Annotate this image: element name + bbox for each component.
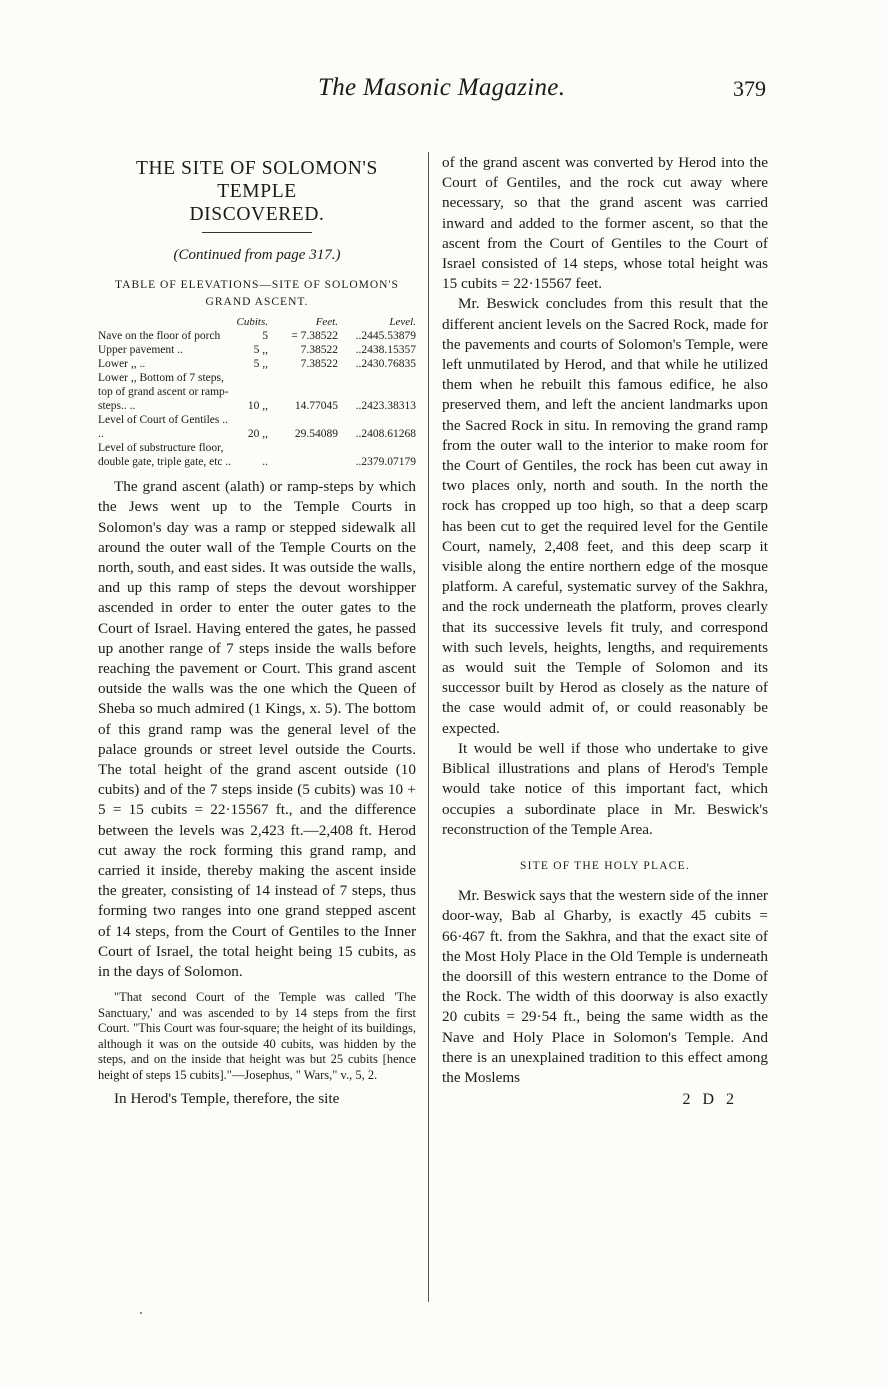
row-label: Nave on the floor of porch	[98, 330, 221, 343]
row-label: Lower ,, Bottom of 7 steps, top of grand ascent or ramp-steps.. ..	[98, 372, 229, 413]
page-header	[96, 74, 776, 108]
row-level: ..2430.76835	[355, 358, 416, 371]
running-title: The Masonic Magazine.	[318, 74, 566, 101]
left-column	[98, 153, 416, 1109]
header-cubits: Cubits.	[236, 316, 268, 329]
row-cubits: 20 ,,	[247, 428, 268, 441]
body-paragraph: It would be well if those who undertake to give Biblical illustrations and plans of Herod's Temple would take notice of this important fact, which occupies a subordinate place in Mr. Beswick's reconstruction of the Temple Area.	[442, 739, 768, 838]
continued-note: (Continued from page 317.)	[173, 247, 341, 263]
table-caption-line1: TABLE OF ELEVATIONS—SITE OF SOLOMON'S	[115, 279, 399, 292]
body-paragraph: Mr. Beswick says that the western side of the inner door-way, Bab al Gharby, is exactly 45 cubits = 66·467 ft. from the Sakhra, and that the exact site of the Most Holy Place in the Old Temple is underneath the doorsill of this western entrance to the Dome of the Rock. The width of this doorway is also exactly 20 cubits = 29·54 ft., being the same width as the Nave and Holy Place in Solomon's Temple. And there is an unexplained tradition to this effect among the Moslems	[442, 887, 768, 1086]
josephus-quote: "That second Court of the Temple was called 'The Sanctuary,' and was ascended to by 14 steps from the first Court. "This Court was four-square; the height of its buildings, although it was on the outside 40 cubits, was hidden by the steps, and on the inside that height was but 25 cubits [hence height of steps 15 cubits]."—Josephus, " Wars," v., 5, 2.	[98, 990, 416, 1082]
row-cubits: 10 ,,	[247, 400, 268, 413]
table-row	[98, 357, 416, 371]
table-row	[98, 441, 416, 469]
table-row	[98, 413, 416, 441]
elevations-table	[98, 315, 416, 469]
row-label: Upper pavement ..	[98, 344, 183, 357]
header-level: Level.	[389, 316, 416, 329]
body-paragraph: In Herod's Temple, therefore, the site	[114, 1090, 340, 1108]
row-level: ..2408.61268	[355, 428, 416, 441]
row-feet	[268, 441, 338, 469]
article-title	[98, 157, 416, 226]
row-cubits: 5 ,,	[253, 358, 268, 371]
section-heading: SITE OF THE HOLY PLACE.	[520, 859, 690, 872]
title-rule	[202, 232, 312, 233]
body-paragraph: of the grand ascent was converted by Herod into the Court of Gentiles, and the rock cut away where necessary, so that the grand ascent was carried inward and added to the former ascent, so that the ascent from the Court of Gentiles to the Court of Israel consisted of 14 steps, whose total height was 15 cubits = 22·15567 feet.	[442, 154, 768, 293]
row-level: ..2379.07179	[355, 456, 416, 469]
signature-mark: 2 D 2	[682, 1091, 738, 1109]
row-cubits: 5	[262, 330, 268, 343]
row-label: Level of Court of Gentiles .. ..	[98, 414, 228, 441]
page-number: 379	[733, 76, 766, 101]
table-caption	[98, 277, 416, 311]
header-feet: Feet.	[315, 316, 338, 329]
article-title-line2: DISCOVERED.	[189, 204, 325, 225]
body-paragraph: Mr. Beswick concludes from this result that the different ancient levels on the Sacred Rock, made for the pavements and courts of Solomon's Temple, were left unmutilated by Herod, and that while he utilized them when he rebuilt this famous edifice, he also preserved them, and left the ancient landmarks upon the Sacred Rock in situ. In removing the grand ramp from the outer wall to the interior to make room for the Court of Gentiles, the rock has been cut away in two places only, north and south. In the north the rock has cropped up too high, so that a deep scarp has been cut to get the required level for the Gentile Court, namely, 2,408 feet, and this deep scarp it visible along the entire northern edge of the mosque platform. A careful, systematic survey of the Sakhra, and the rock underneath the platform, proves clearly that its successive levels fit truly, and correspond with such levels, heights, lengths, and requirements as would suit the Temple of Solomon and its successor built by Herod as closely as the nature of the case would admit of, or could reasonably be expected.	[442, 295, 768, 737]
row-feet: 7.38522	[300, 358, 338, 371]
row-feet: 29.54089	[294, 428, 338, 441]
print-speck	[140, 1312, 142, 1314]
row-cubits: 5 ,,	[253, 344, 268, 357]
table-row	[98, 343, 416, 357]
body-paragraph: The grand ascent (alath) or ramp-steps by which the Jews went up to the Temple Courts in Solomon's day was a ramp or stepped sidewalk all around the outer wall of the Temple Courts on the north, south, and east sides. It was outside the walls, and up this ramp of steps the devout worshipper ascended in order to enter the outer gates to the Court of Israel. Having entered the gates, he passed up another range of 7 steps inside the walls before reaching the pavement or Court. This grand ascent outside the walls was the one which the Queen of Sheba so much admired (1 Kings, x. 5). The bottom of this grand ramp was the general level of the palace grounds or street level outside the Courts. The total height of the grand ascent outside (10 cubits) and of the 7 steps inside (5 cubits) was 10 + 5 = 15 cubits = 22·15567 ft., and the difference between the levels was 2,423 ft.—2,408 ft. Herod cut away the rock forming this grand ramp, and carried it inside, thereby making the ascent inside the greater, consisting of 14 instead of 7 steps, thus forming two ranges into one grand stepped ascent of 14 steps, from the Court of Gentiles to the Inner Court of Israel, the total height being 15 cubits, as in the days of Solomon.	[98, 478, 416, 981]
row-label: Lower ,, ..	[98, 358, 146, 371]
row-level: ..2423.38313	[355, 400, 416, 413]
row-level: ..2438.15357	[355, 344, 416, 357]
table-caption-line2: GRAND ASCENT.	[205, 296, 309, 309]
table-row	[98, 329, 416, 343]
table-header-row	[98, 315, 416, 329]
table-row	[98, 371, 416, 413]
row-cubits: ..	[262, 456, 268, 469]
row-feet: 14.77045	[294, 400, 338, 413]
article-title-line1: THE SITE OF SOLOMON'S TEMPLE	[135, 158, 378, 202]
row-label: Level of substructure floor, double gate, triple gate, etc ..	[98, 442, 232, 469]
column-divider	[428, 152, 429, 1302]
row-feet: 7.38522	[300, 344, 338, 357]
row-feet: = 7.38522	[291, 330, 338, 343]
row-level: ..2445.53879	[355, 330, 416, 343]
right-column	[442, 153, 768, 1110]
